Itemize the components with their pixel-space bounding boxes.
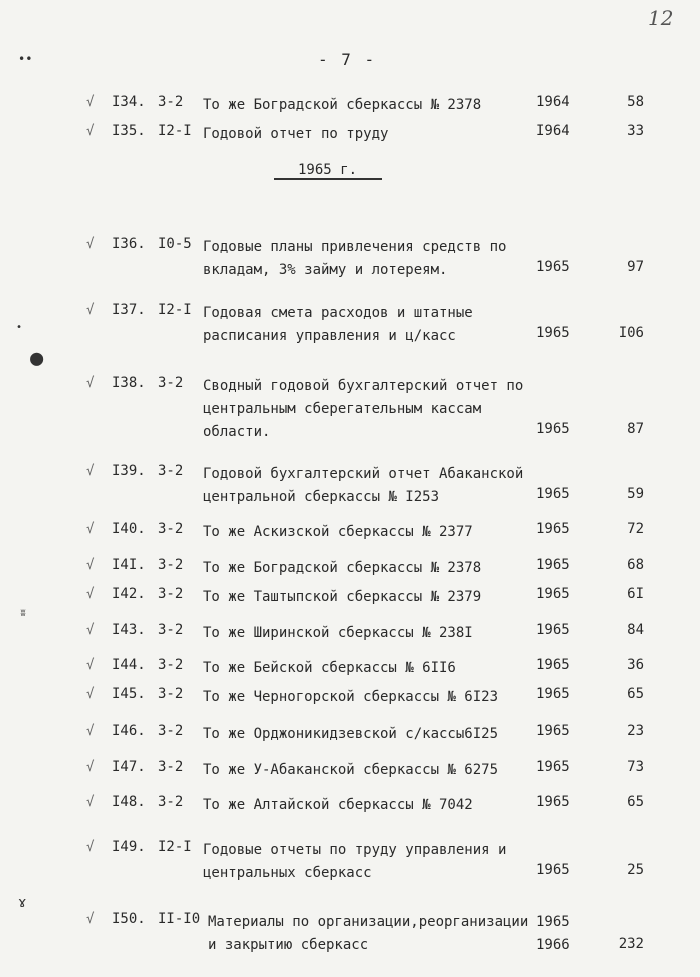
check-mark: √ <box>86 463 95 479</box>
item-count: 36 <box>627 657 644 673</box>
check-mark: √ <box>86 911 95 927</box>
check-mark: √ <box>86 759 95 775</box>
page-number: - 7 - <box>318 50 377 69</box>
item-count: 65 <box>627 794 644 810</box>
item-count: 87 <box>627 421 644 437</box>
item-count: 59 <box>627 486 644 502</box>
item-title: Годовые планы привлечения средств по вкладам, 3% займу и лотереям. <box>203 239 507 278</box>
item-count: 65 <box>627 686 644 702</box>
item-code: 3-2 <box>158 557 184 573</box>
check-mark: √ <box>86 521 95 537</box>
item-year: 1965 <box>536 657 570 673</box>
item-number: I4I. <box>112 557 146 573</box>
check-mark: √ <box>86 123 95 139</box>
check-mark: √ <box>86 657 95 673</box>
check-mark: √ <box>86 723 95 739</box>
item-number: I49. <box>112 839 146 855</box>
item-code: I2-I <box>158 123 192 139</box>
item-title: Годовая смета расходов и штатные расписания управления и ц/касс <box>203 305 473 344</box>
item-number: I50. <box>112 911 146 927</box>
item-number: I47. <box>112 759 146 775</box>
item-code: 3-2 <box>158 794 184 810</box>
item-title: То же Аскизской сберкассы № 2377 <box>203 524 473 540</box>
item-title: То же Таштыпской сберкассы № 2379 <box>203 589 482 605</box>
item-count: 58 <box>627 94 644 110</box>
item-code: 3-2 <box>158 521 184 537</box>
item-year: 1965 <box>536 557 570 573</box>
item-code: 3-2 <box>158 94 184 110</box>
item-year: 1965 <box>536 622 570 638</box>
item-number: I44. <box>112 657 146 673</box>
section-heading: 1965 г. <box>298 162 358 178</box>
heading-underline <box>274 178 382 180</box>
check-mark: √ <box>86 375 95 391</box>
item-code: 3-2 <box>158 586 184 602</box>
item-code: 3-2 <box>158 759 184 775</box>
corner-page-number: 12 <box>648 6 674 30</box>
item-year: 1965 <box>536 325 570 341</box>
item-code: 3-2 <box>158 686 184 702</box>
item-title: То же Алтайской сберкассы № 7042 <box>203 797 473 813</box>
item-code: 3-2 <box>158 622 184 638</box>
item-number: I39. <box>112 463 146 479</box>
item-year: 1965 <box>536 421 570 437</box>
margin-mark: •• <box>18 52 33 66</box>
check-mark: √ <box>86 236 95 252</box>
item-year: I964 <box>536 123 570 139</box>
item-count: 84 <box>627 622 644 638</box>
margin-mark: ʬ <box>20 608 27 619</box>
item-year: 1965 <box>536 486 570 502</box>
item-title: Материалы по организации,реорганизации и закрытию сберкасс <box>208 914 529 953</box>
check-mark: √ <box>86 839 95 855</box>
check-mark: √ <box>86 302 95 318</box>
margin-mark: • <box>16 322 23 333</box>
item-year: 1964 <box>536 94 570 110</box>
item-number: I34. <box>112 94 146 110</box>
item-title: Сводный годовой бухгалтерский отчет по центральным сберегательным кассам области. <box>203 378 524 440</box>
item-title: То же Орджоникидзевской с/кассы6I25 <box>203 726 499 742</box>
item-code: 3-2 <box>158 463 184 479</box>
item-title: Годовой бухгалтерский отчет Абаканской центральной сберкассы № I253 <box>203 466 524 505</box>
item-title: То же Ширинской сберкассы № 238I <box>203 625 473 641</box>
item-title: То же У-Абаканской сберкассы № 6275 <box>203 762 499 778</box>
item-number: I48. <box>112 794 146 810</box>
item-title: То же Боградской сберкассы № 2378 <box>203 560 482 576</box>
item-count: 68 <box>627 557 644 573</box>
item-code: II-I0 <box>158 911 201 927</box>
item-number: I42. <box>112 586 146 602</box>
item-count: 73 <box>627 759 644 775</box>
item-title: То же Боградской сберкассы № 2378 <box>203 97 482 113</box>
item-year: 1965 <box>536 586 570 602</box>
item-year: 1965 <box>536 259 570 275</box>
item-number: I43. <box>112 622 146 638</box>
item-count: 6I <box>627 586 644 602</box>
item-number: I40. <box>112 521 146 537</box>
check-mark: √ <box>86 794 95 810</box>
item-count: 25 <box>627 862 644 878</box>
item-number: I35. <box>112 123 146 139</box>
item-code: 3-2 <box>158 375 184 391</box>
item-year: 1965 1966 <box>536 914 570 953</box>
item-title: То же Бейской сберкассы № 6II6 <box>203 660 456 676</box>
item-code: I0-5 <box>158 236 192 252</box>
item-number: I36. <box>112 236 146 252</box>
item-year: 1965 <box>536 521 570 537</box>
item-number: I45. <box>112 686 146 702</box>
item-count: I06 <box>618 325 644 341</box>
item-count: 23 <box>627 723 644 739</box>
item-year: 1965 <box>536 723 570 739</box>
item-number: I37. <box>112 302 146 318</box>
item-year: 1965 <box>536 686 570 702</box>
item-count: 72 <box>627 521 644 537</box>
item-count: 33 <box>627 123 644 139</box>
item-code: 3-2 <box>158 657 184 673</box>
item-title: Годовые отчеты по труду управления и центральных сберкасс <box>203 842 507 881</box>
item-number: I46. <box>112 723 146 739</box>
item-title: То же Черногорской сберкассы № 6I23 <box>203 689 499 705</box>
margin-mark: ɤ <box>18 895 27 911</box>
item-year: 1965 <box>536 759 570 775</box>
item-code: I2-I <box>158 302 192 318</box>
item-title: Годовой отчет по труду <box>203 126 389 142</box>
check-mark: √ <box>86 586 95 602</box>
item-year: 1965 <box>536 862 570 878</box>
item-code: 3-2 <box>158 723 184 739</box>
check-mark: √ <box>86 622 95 638</box>
item-code: I2-I <box>158 839 192 855</box>
item-count: 232 <box>618 936 644 952</box>
item-number: I38. <box>112 375 146 391</box>
item-count: 97 <box>627 259 644 275</box>
ink-blot: ● <box>30 346 44 371</box>
check-mark: √ <box>86 686 95 702</box>
check-mark: √ <box>86 557 95 573</box>
item-year: 1965 <box>536 794 570 810</box>
check-mark: √ <box>86 94 95 110</box>
